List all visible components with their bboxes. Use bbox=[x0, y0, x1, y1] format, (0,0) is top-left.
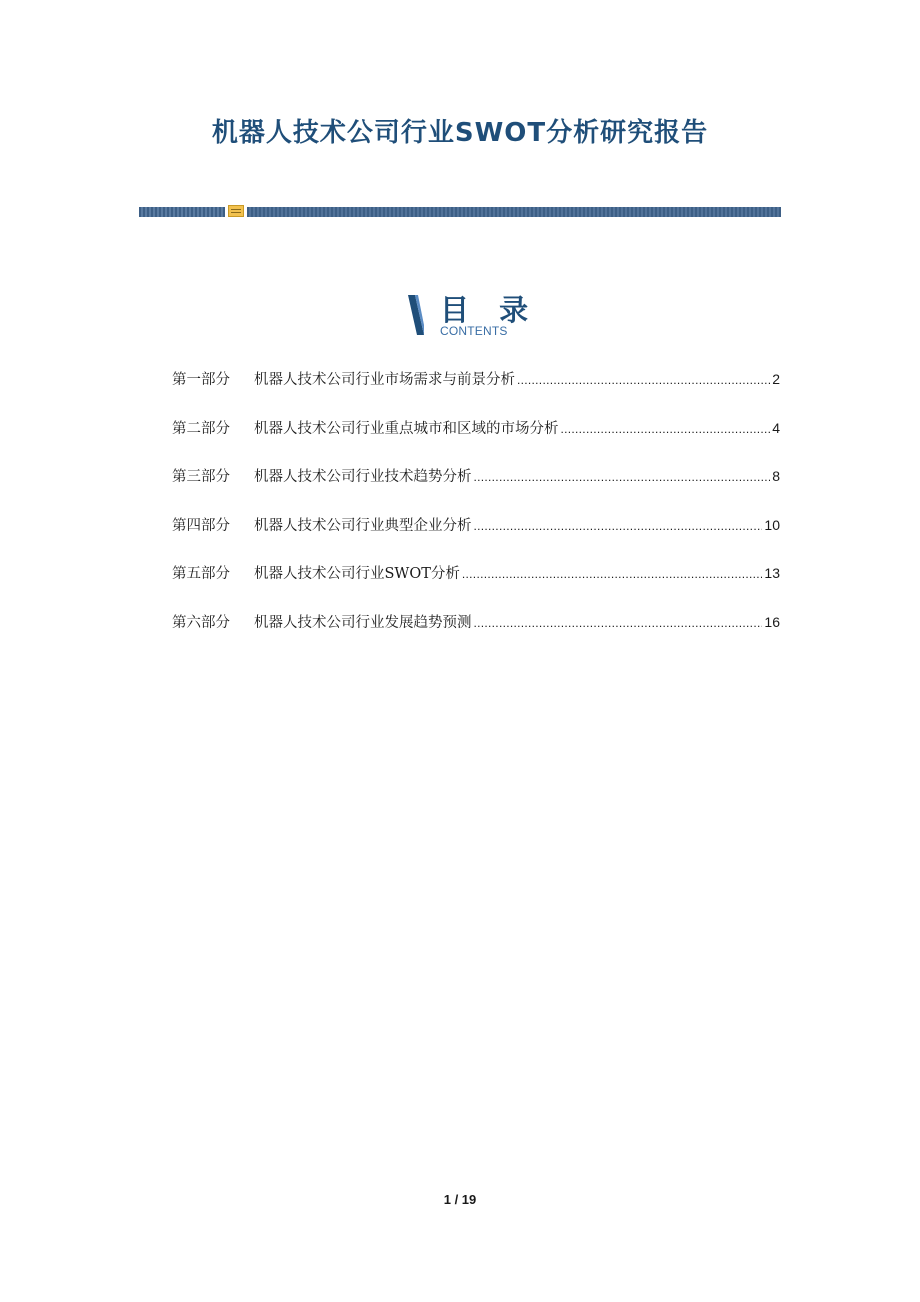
toc-entry-text: 机器人技术公司行业典型企业分析 bbox=[254, 517, 472, 534]
toc-leader-dots bbox=[474, 519, 763, 533]
toc-leader-dots bbox=[474, 470, 771, 484]
toc-entry-page: 13 bbox=[764, 565, 780, 581]
toc-heading: 目 录 bbox=[440, 293, 539, 327]
toc-entry-text: 机器人技术公司行业市场需求与前景分析 bbox=[254, 372, 515, 388]
slanted-bar-icon bbox=[408, 295, 424, 335]
document-badge-icon bbox=[228, 205, 244, 217]
toc-entry-part: 第三部分 bbox=[172, 469, 230, 485]
toc-entry-text: 机器人技术公司行业SWOT分析 bbox=[254, 566, 460, 582]
toc-entry-text: 机器人技术公司行业技术趋势分析 bbox=[254, 469, 472, 485]
toc-entry-page: 4 bbox=[772, 419, 780, 436]
title-rule-right bbox=[247, 207, 781, 217]
title-rule-left bbox=[139, 207, 225, 217]
toc-entry-part: 第四部分 bbox=[172, 517, 230, 534]
toc-entry[interactable] bbox=[172, 611, 780, 660]
toc-leader-dots bbox=[474, 616, 763, 630]
toc-list bbox=[172, 368, 780, 659]
toc-subheading: CONTENTS bbox=[440, 324, 508, 338]
toc-entry-page: 16 bbox=[764, 613, 780, 630]
toc-entry-part: 第五部分 bbox=[172, 566, 230, 582]
toc-leader-dots bbox=[561, 422, 771, 436]
toc-entry-part: 第一部分 bbox=[172, 372, 230, 388]
toc-entry-page: 10 bbox=[764, 516, 780, 533]
document-title: 机器人技术公司行业SWOT分析研究报告 bbox=[211, 118, 709, 148]
toc-entry[interactable] bbox=[172, 417, 780, 466]
page-indicator: 1 / 19 bbox=[443, 1192, 477, 1207]
toc-leader-dots bbox=[517, 373, 770, 387]
toc-logo bbox=[405, 293, 539, 339]
toc-entry-part: 第六部分 bbox=[172, 614, 230, 631]
toc-entry-text: 机器人技术公司行业重点城市和区域的市场分析 bbox=[254, 420, 559, 437]
toc-entry[interactable] bbox=[172, 562, 780, 611]
toc-entry-page: 8 bbox=[772, 468, 780, 484]
toc-entry-text: 机器人技术公司行业发展趋势预测 bbox=[254, 614, 472, 631]
toc-entry[interactable] bbox=[172, 465, 780, 514]
toc-entry-part: 第二部分 bbox=[172, 420, 230, 437]
toc-entry[interactable] bbox=[172, 514, 780, 563]
toc-entry[interactable] bbox=[172, 368, 780, 417]
toc-entry-page: 2 bbox=[772, 371, 780, 387]
toc-leader-dots bbox=[462, 567, 763, 581]
